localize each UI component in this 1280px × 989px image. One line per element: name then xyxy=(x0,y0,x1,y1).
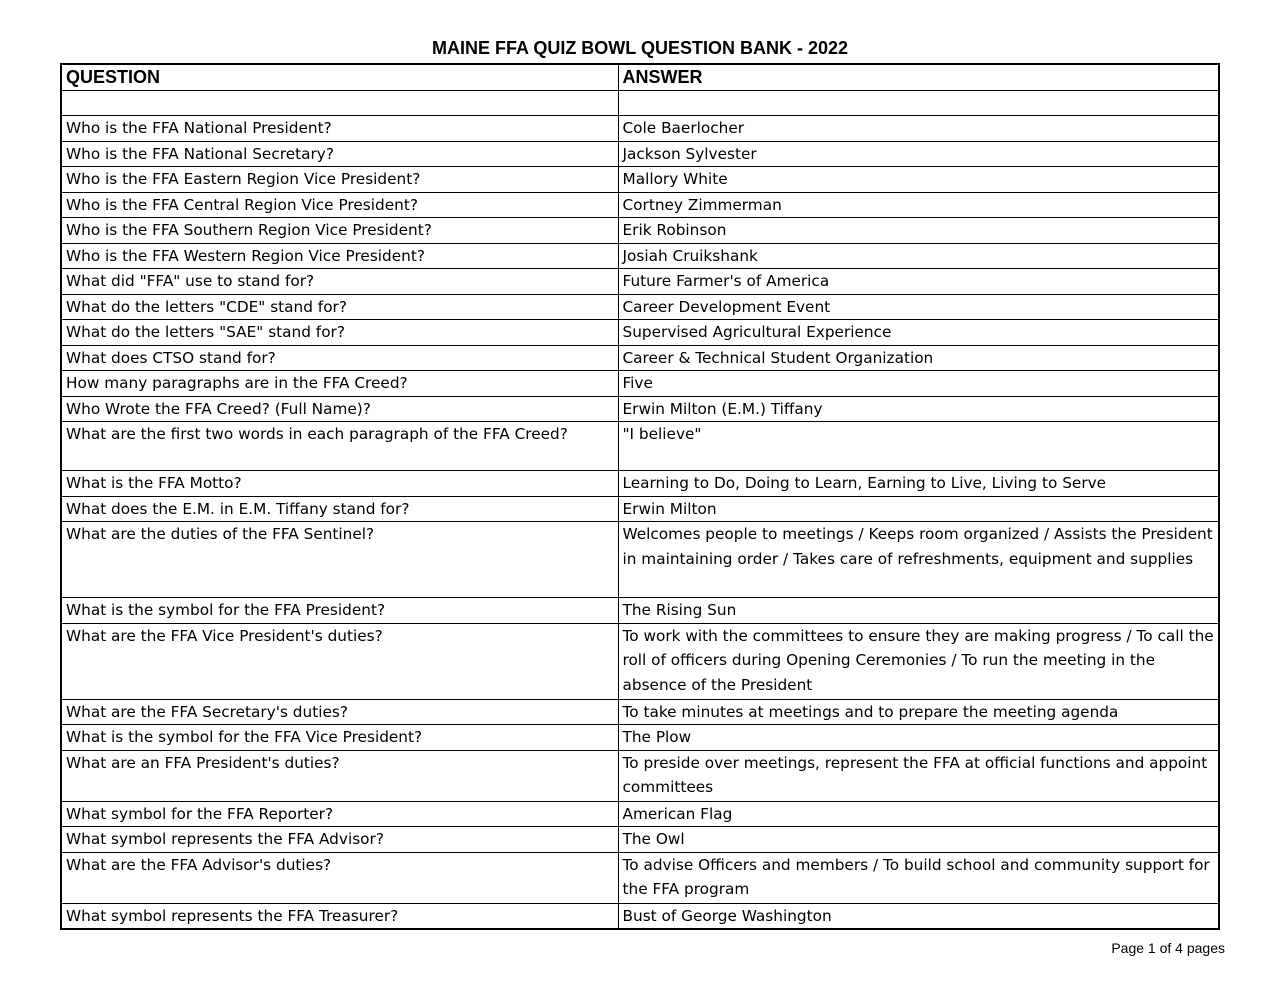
table-row xyxy=(61,750,1219,801)
table-row xyxy=(61,598,1219,624)
table-row xyxy=(61,218,1219,244)
answer-cell: Learning to Do, Doing to Learn, Earning to Live, Living to Serve xyxy=(618,471,1219,497)
answer-cell: Erik Robinson xyxy=(618,218,1219,244)
question-cell: Who is the FFA National President? xyxy=(61,116,618,142)
table-row xyxy=(61,320,1219,346)
question-table xyxy=(60,63,1220,930)
question-cell: What is the symbol for the FFA Vice President? xyxy=(61,725,618,751)
question-cell: What do the letters "SAE" stand for? xyxy=(61,320,618,346)
table-row xyxy=(61,699,1219,725)
answer-cell: Bust of George Washington xyxy=(618,903,1219,929)
question-cell: What symbol for the FFA Reporter? xyxy=(61,801,618,827)
table-row xyxy=(61,167,1219,193)
question-cell: What does CTSO stand for? xyxy=(61,345,618,371)
table-row xyxy=(61,141,1219,167)
answer-cell: To preside over meetings, represent the FFA at official functions and appoint committees xyxy=(618,750,1219,801)
question-cell: What are the FFA Vice President's duties? xyxy=(61,623,618,699)
table-row xyxy=(61,371,1219,397)
question-cell: What symbol represents the FFA Treasurer? xyxy=(61,903,618,929)
question-cell: What symbol represents the FFA Advisor? xyxy=(61,827,618,853)
answer-cell: To work with the committees to ensure they are making progress / To call the roll of officers during Opening Ceremonies / To run the meeting in the absence of the President xyxy=(618,623,1219,699)
answer-cell: Josiah Cruikshank xyxy=(618,243,1219,269)
question-cell: What is the symbol for the FFA President? xyxy=(61,598,618,624)
question-cell: Who Wrote the FFA Creed? (Full Name)? xyxy=(61,396,618,422)
question-cell: Who is the FFA Southern Region Vice President? xyxy=(61,218,618,244)
answer-column-header: ANSWER xyxy=(618,64,1219,91)
answer-cell: "I believe" xyxy=(618,422,1219,471)
table-row xyxy=(61,801,1219,827)
table-row xyxy=(61,827,1219,853)
answer-cell: Career Development Event xyxy=(618,294,1219,320)
question-cell: What is the FFA Motto? xyxy=(61,471,618,497)
question-cell: Who is the FFA Eastern Region Vice President? xyxy=(61,167,618,193)
table-row xyxy=(61,725,1219,751)
question-cell: What are an FFA President's duties? xyxy=(61,750,618,801)
question-cell: What do the letters "CDE" stand for? xyxy=(61,294,618,320)
answer-cell: Jackson Sylvester xyxy=(618,141,1219,167)
page-footer: Page 1 of 4 pages xyxy=(1111,940,1225,956)
question-cell: How many paragraphs are in the FFA Creed? xyxy=(61,371,618,397)
table-row xyxy=(61,192,1219,218)
question-cell: Who is the FFA National Secretary? xyxy=(61,141,618,167)
answer-cell: Welcomes people to meetings / Keeps room organized / Assists the President in maintaining order / Takes care of refreshments, equipment and supplies xyxy=(618,522,1219,598)
table-row xyxy=(61,269,1219,295)
answer-cell: The Plow xyxy=(618,725,1219,751)
answer-cell: Cortney Zimmerman xyxy=(618,192,1219,218)
answer-cell: Future Farmer's of America xyxy=(618,269,1219,295)
table-row xyxy=(61,471,1219,497)
table-header-row xyxy=(61,64,1219,91)
answer-cell: Supervised Agricultural Experience xyxy=(618,320,1219,346)
answer-cell: Career & Technical Student Organization xyxy=(618,345,1219,371)
question-cell: Who is the FFA Western Region Vice President? xyxy=(61,243,618,269)
table-row xyxy=(61,903,1219,929)
answer-cell: The Rising Sun xyxy=(618,598,1219,624)
answer-cell: Erwin Milton xyxy=(618,496,1219,522)
table-row xyxy=(61,345,1219,371)
answer-cell: Mallory White xyxy=(618,167,1219,193)
question-column-header: QUESTION xyxy=(61,64,618,91)
question-cell: What does the E.M. in E.M. Tiffany stand for? xyxy=(61,496,618,522)
table-row xyxy=(61,496,1219,522)
table-row xyxy=(61,294,1219,320)
page-title: MAINE FFA QUIZ BOWL QUESTION BANK - 2022 xyxy=(431,38,849,58)
question-cell: What are the FFA Advisor's duties? xyxy=(61,852,618,903)
table-row xyxy=(61,396,1219,422)
table-row xyxy=(61,116,1219,142)
table-row xyxy=(61,422,1219,471)
answer-cell: To take minutes at meetings and to prepare the meeting agenda xyxy=(618,699,1219,725)
answer-cell: The Owl xyxy=(618,827,1219,853)
question-cell: What are the duties of the FFA Sentinel? xyxy=(61,522,618,598)
answer-cell: Cole Baerlocher xyxy=(618,116,1219,142)
answer-cell: American Flag xyxy=(618,801,1219,827)
table-row xyxy=(61,623,1219,699)
answer-cell: Five xyxy=(618,371,1219,397)
table-row xyxy=(61,522,1219,598)
table-row xyxy=(61,243,1219,269)
question-cell: What are the FFA Secretary's duties? xyxy=(61,699,618,725)
table-row xyxy=(61,852,1219,903)
question-cell: Who is the FFA Central Region Vice President? xyxy=(61,192,618,218)
answer-cell: To advise Officers and members / To build school and community support for the FFA program xyxy=(618,852,1219,903)
answer-cell: Erwin Milton (E.M.) Tiffany xyxy=(618,396,1219,422)
blank-row xyxy=(61,91,1219,116)
question-cell: What are the first two words in each paragraph of the FFA Creed? xyxy=(61,422,618,471)
question-cell: What did "FFA" use to stand for? xyxy=(61,269,618,295)
